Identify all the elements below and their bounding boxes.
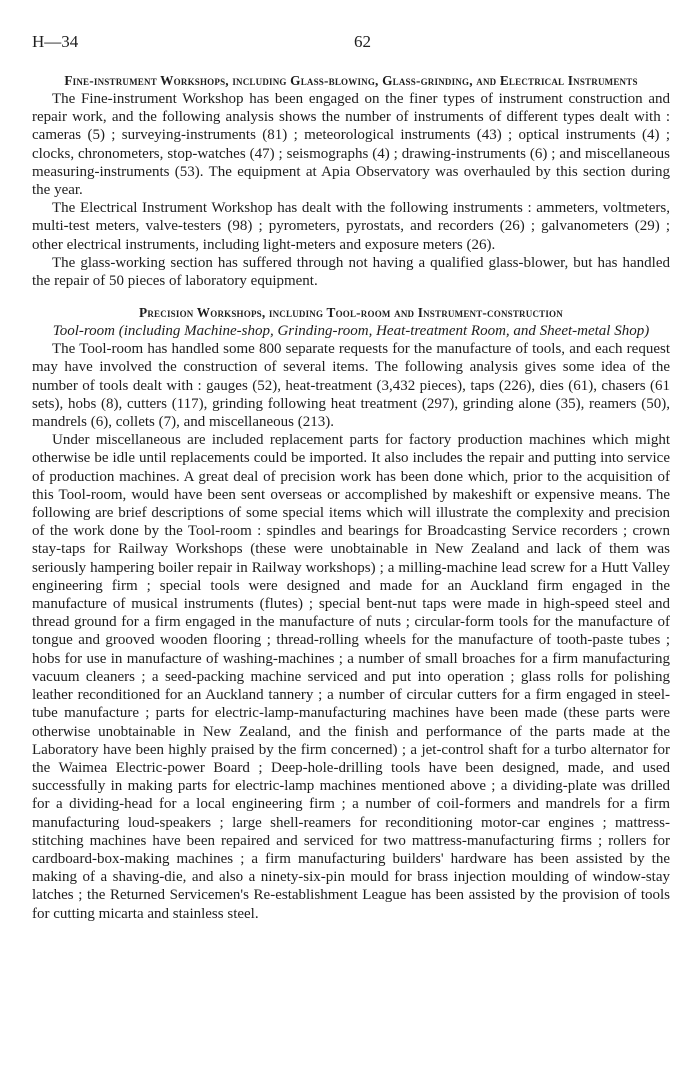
page-number: 62: [354, 32, 371, 51]
paragraph-glass-working: The glass-working section has suffered through not having a qualified glass-blower, but has handled the repair of 50 pieces of laboratory equipment.: [32, 254, 670, 290]
paragraph-miscellaneous-items: Under miscellaneous are included replacement parts for factory production machines which might otherwise be idle until replacements could be imported. It also includes the repair and putting into service of production machines. A great deal of precision work has been done which, prior to the acquisition of this Tool-room, would have been sent overseas or accomplished by makeshift or expensive means. The following are brief descriptions of some special items which will illustrate the complexity and precision of the work done by the Tool-room : spindles and bearings for Broadcasting Service recorders ; crown stay-taps for Railway Workshops (these were unobtainable in New Zealand and lack of them was seriously hampering boiler repair in Railway workshops) ; a milling-machine lead screw for a Hutt Valley engineering firm ; special tools were designed and made for an Auckland firm engaged in the manufacture of musical instruments (flutes) ; special bent-nut taps were made in high-speed steel and thread ground for a firm engaged in the manufacture of nuts ; circular-form tools for the manufacture of tongue and grooved wooden flooring ; thread-rolling wheels for the manufacture of tooth-paste tubes ; hobs for use in manufacture of washing-machines ; a number of small broaches for a firm manufacturing vacuum cleaners ; a seed-packing machine serviced and put into operation ; glass rolls for polishing leather reconditioned for an Auckland tannery ; a number of circular cutters for a firm engaged in steel-tube manufacture ; parts for electric-lamp-manufacturing machines have been made (these parts were otherwise unobtainable in New Zealand, and the finish and performance of the parts made at the Laboratory have been highly praised by the firm concerned) ; a jet-control shaft for a turbo alternator for the Waimea Electric-power Board ; Deep-hole-drilling tools have been designed, made, and used successfully in making parts for electric-lamp machines mentioned above ; a dividing-plate was drilled for a dividing-head for a local engineering firm ; a number of coil-formers and mandrels for a firm manufacturing loud-speakers ; large shell-reamers for reconditioning motor-car engines ; mattress-stitching machines have been repaired and serviced for two mattress-manufacturing firms ; rollers for cardboard-box-making machines ; a firm manufacturing builders' hardware has been assisted by the making of a shaving-die, and also a ninety-six-pin mould for brass injection moulding of window-stay latches ; the Returned Servicemen's Re-establishment League has been assisted by the provision of tools for cutting micarta and stainless steel.: [32, 432, 670, 922]
section-heading-precision-workshops: Precision Workshops, including Tool-room and Instrument-construction: [139, 305, 563, 321]
paragraph-fine-instrument: The Fine-instrument Workshop has been engaged on the finer types of instrument construction and repair work, and the following analysis shows the number of instruments of different types dealt with : cameras (5) ; surveying-instruments (81) ; meteorological instruments (43) ; optical instruments (4) ; clocks, chronometers, stop-watches (47) ; seismographs (4) ; drawing-instruments (6) ; and miscellaneous measuring-instruments (53). The equipment at Apia Observatory was overhauled by this section during the year.: [32, 91, 670, 199]
page-reference: H—34: [32, 32, 79, 51]
running-header: [32, 30, 670, 52]
subheading-tool-room: Tool-room (including Machine-shop, Grinding-room, Heat-treatment Room, and Sheet-metal Shop): [52, 323, 650, 340]
paragraph-electrical-instrument: The Electrical Instrument Workshop has dealt with the following instruments : ammeters, voltmeters, multi-test meters, valve-testers (98) ; pyrometers, pyrostats, and recorders (26) ; galvanometers (29) ; other electrical instruments, including light-meters and exposure meters (26).: [32, 200, 670, 253]
paragraph-tool-room-requests: The Tool-room has handled some 800 separate requests for the manufacture of tools, and each request may have involved the construction of several items. The following analysis gives some idea of the number of tools dealt with : gauges (52), heat-treatment (3,432 pieces), taps (226), dies (61), chasers (61 sets), hobs (8), cutters (117), grinding following heat treatment (297), grinding alone (35), reamers (50), mandrels (6), collets (7), and miscellaneous (213).: [32, 341, 670, 431]
section-heading-fine-instrument: Fine-instrument Workshops, including Glass-blowing, Glass-grinding, and Electrical Instruments: [64, 73, 638, 88]
